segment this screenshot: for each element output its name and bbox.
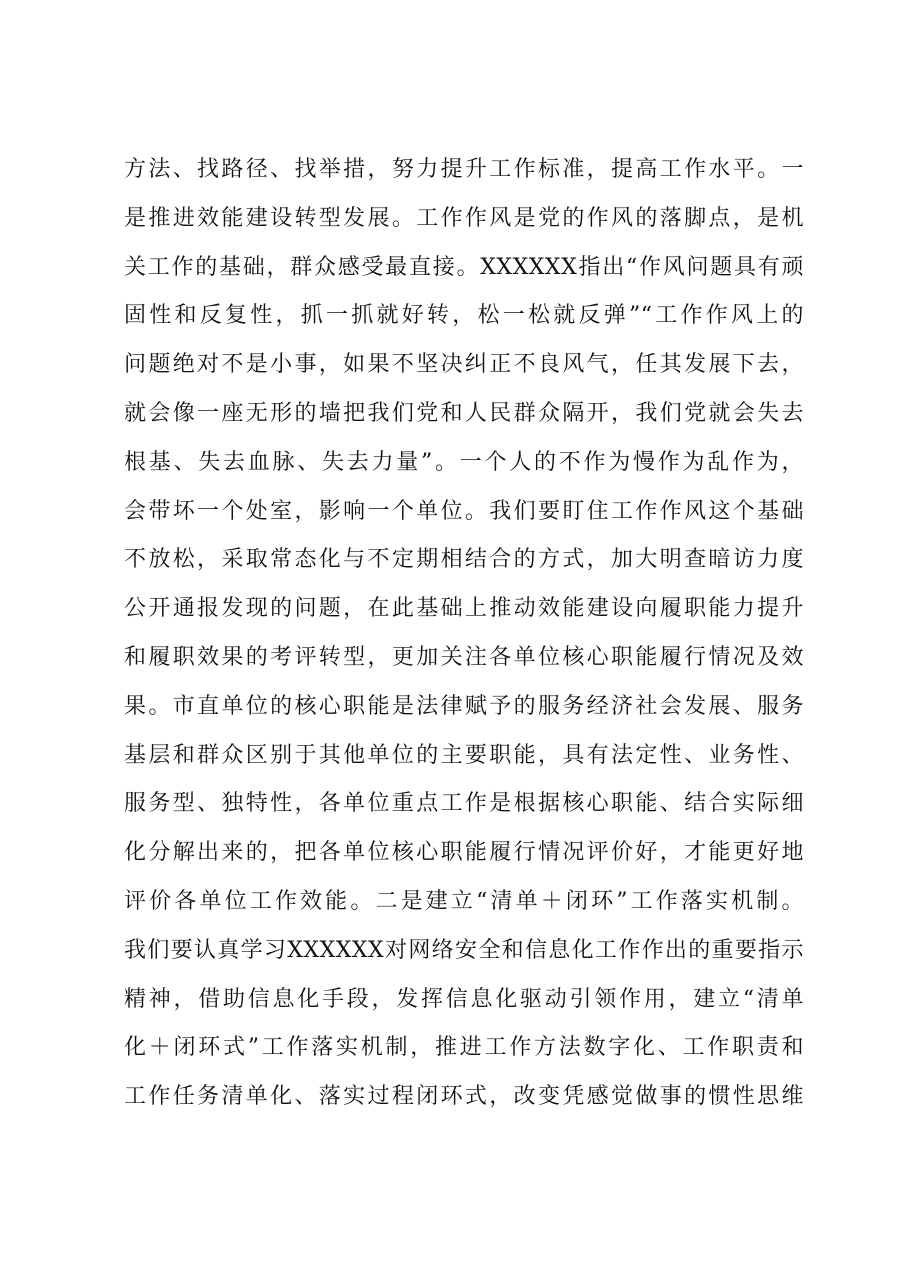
body-paragraph (124, 146, 804, 1122)
text-line: 化＋闭环式”工作落实机制，推进工作方法数字化、工作职责和 (124, 1035, 804, 1061)
text-line: 根基、失去血脉、失去力量”。一个人的不作为慢作为乱作为， (124, 449, 804, 475)
text-line: 是推进效能建设转型发展。工作作风是党的作风的落脚点，是机 (124, 205, 804, 231)
text-line: 我们要认真学习XXXXXX对网络安全和信息化工作作出的重要指示 (124, 937, 804, 963)
text-line: 问题绝对不是小事，如果不坚决纠正不良风气，任其发展下去， (124, 352, 804, 378)
text-line: 不放松，采取常态化与不定期相结合的方式，加大明查暗访力度 (124, 547, 804, 573)
text-line: 关工作的基础，群众感受最直接。XXXXXX指出“作风问题具有顽 (124, 254, 804, 280)
text-line: 化分解出来的，把各单位核心职能履行情况评价好，才能更好地 (124, 840, 804, 866)
text-line: 精神，借助信息化手段，发挥信息化驱动引领作用，建立“清单 (124, 986, 804, 1012)
text-line: 会带坏一个处室，影响一个单位。我们要盯住工作作风这个基础 (124, 498, 804, 524)
text-line: 公开通报发现的问题，在此基础上推动效能建设向履职能力提升 (124, 596, 804, 622)
text-line: 工作任务清单化、落实过程闭环式，改变凭感觉做事的惯性思维 (124, 1084, 804, 1110)
text-line: 果。市直单位的核心职能是法律赋予的服务经济社会发展、服务 (124, 693, 804, 719)
text-line: 服务型、独特性，各单位重点工作是根据核心职能、结合实际细 (124, 791, 804, 817)
text-line: 方法、找路径、找举措，努力提升工作标准，提高工作水平。一 (124, 157, 804, 182)
text-line: 固性和反复性，抓一抓就好转，松一松就反弹”“工作作风上的 (124, 303, 804, 329)
text-line: 评价各单位工作效能。二是建立“清单＋闭环”工作落实机制。 (124, 888, 804, 914)
text-line: 就会像一座无形的墙把我们党和人民群众隔开，我们党就会失去 (124, 400, 804, 426)
text-line: 和履职效果的考评转型，更加关注各单位核心职能履行情况及效 (124, 644, 804, 670)
text-line: 基层和群众区别于其他单位的主要职能，具有法定性、业务性、 (124, 742, 804, 768)
